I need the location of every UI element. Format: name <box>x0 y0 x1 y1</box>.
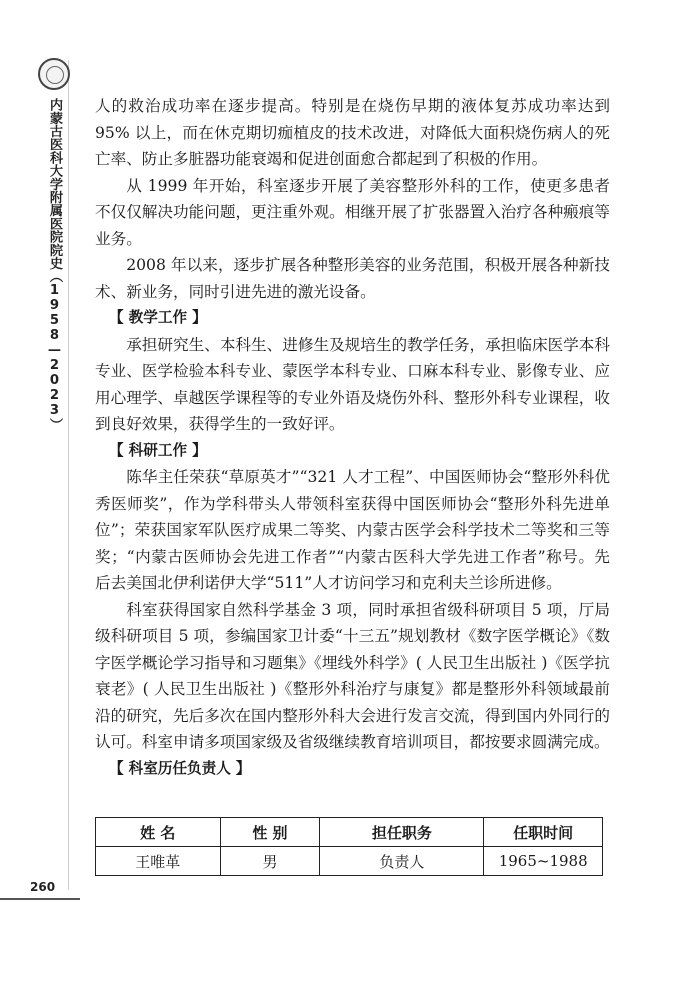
section-heading-leaders: 【 科室历任负责人 】 <box>109 759 251 777</box>
section-heading-research: 【 科研工作 】 <box>109 441 207 459</box>
column-header: 姓 名 <box>96 818 221 847</box>
paragraph: 陈华主任荣获“草原英才”“321 人才工程”、中国医师协会“整形外科优秀医师奖”，作为学科带头人带领科室获得中国医师协会“整形外科先进单位”；荣获国家军队医疗成果二等奖、内蒙古医学会科学技术二等奖和三等奖；“内蒙古医师协会先进工作者”“内蒙古医科大学先进工作者”称号。先后去美国北伊利诺伊大学“511”人才访问学习和克利夫兰诊所进修。 <box>95 468 610 592</box>
page-number-rule <box>0 898 80 900</box>
paragraph: 科室获得国家自然科学基金 3 项，同时承担省级科研项目 5 项，厅局级科研项目 5 项，参编国家卫计委“十三五”规划教材《数字医学概论》《数字医学概论学习指导和习题集》《埋线外科学》( 人民卫生出版社 )《医学抗衰老》( 人民卫生出版社 )《整形外科治疗与康复》都是整形外科领域最前沿的研究，先后多次在国内整形外科大会进行发言交流，得到国内外同行的认可。科室申请多项国家级及省级继续教育培训项目，都按要求圆满完成。 <box>95 600 610 751</box>
sidebar-divider <box>68 60 69 890</box>
paragraph: 承担研究生、本科生、进修生及规培生的教学任务，承担临床医学本科专业、医学检验本科专业、蒙医学本科专业、口麻本科专业、影像专业、应用心理学、卓越医学课程等的专业外语及烧伤外科、整形外科专业课程，收到良好效果，获得学生的一致好评。 <box>95 335 610 433</box>
paragraph: 2008 年以来，逐步扩展各种整形美容的业务范围，积极开展各种新技术、新业务，同时引进先进的激光设备。 <box>95 256 610 301</box>
sidebar <box>0 0 90 983</box>
column-header: 性 别 <box>220 818 320 847</box>
table-cell: 王唯革 <box>96 847 221 876</box>
column-header: 担任职务 <box>320 818 484 847</box>
table-cell: 负责人 <box>320 847 484 876</box>
table-header-row <box>96 818 603 847</box>
book-title: 内蒙古医科大学附属医院院史（1958—2023） <box>47 98 62 431</box>
section-heading-teaching: 【 教学工作 】 <box>109 309 207 326</box>
column-header: 任职时间 <box>484 818 603 847</box>
table-cell: 男 <box>220 847 320 876</box>
leaders-table <box>95 817 603 876</box>
table-row <box>96 847 603 876</box>
paragraph: 从 1999 年开始，科室逐步开展了美容整形外科的工作，使更多患者不仅仅解决功能问题，更注重外观。相继开展了扩张器置入治疗各种瘢痕等业务。 <box>95 176 610 248</box>
university-seal-icon <box>38 58 70 90</box>
paragraph: 人的救治成功率在逐步提高。特别是在烧伤早期的液体复苏成功率达到95% 以上，而在休克期切痂植皮的技术改进，对降低大面积烧伤病人的死亡率、防止多脏器功能衰竭和促进创面愈合都起到了积极的作用。 <box>95 97 610 168</box>
body-text <box>95 93 610 782</box>
page-number: 260 <box>30 880 56 894</box>
table-cell: 1965~1988 <box>484 847 603 876</box>
